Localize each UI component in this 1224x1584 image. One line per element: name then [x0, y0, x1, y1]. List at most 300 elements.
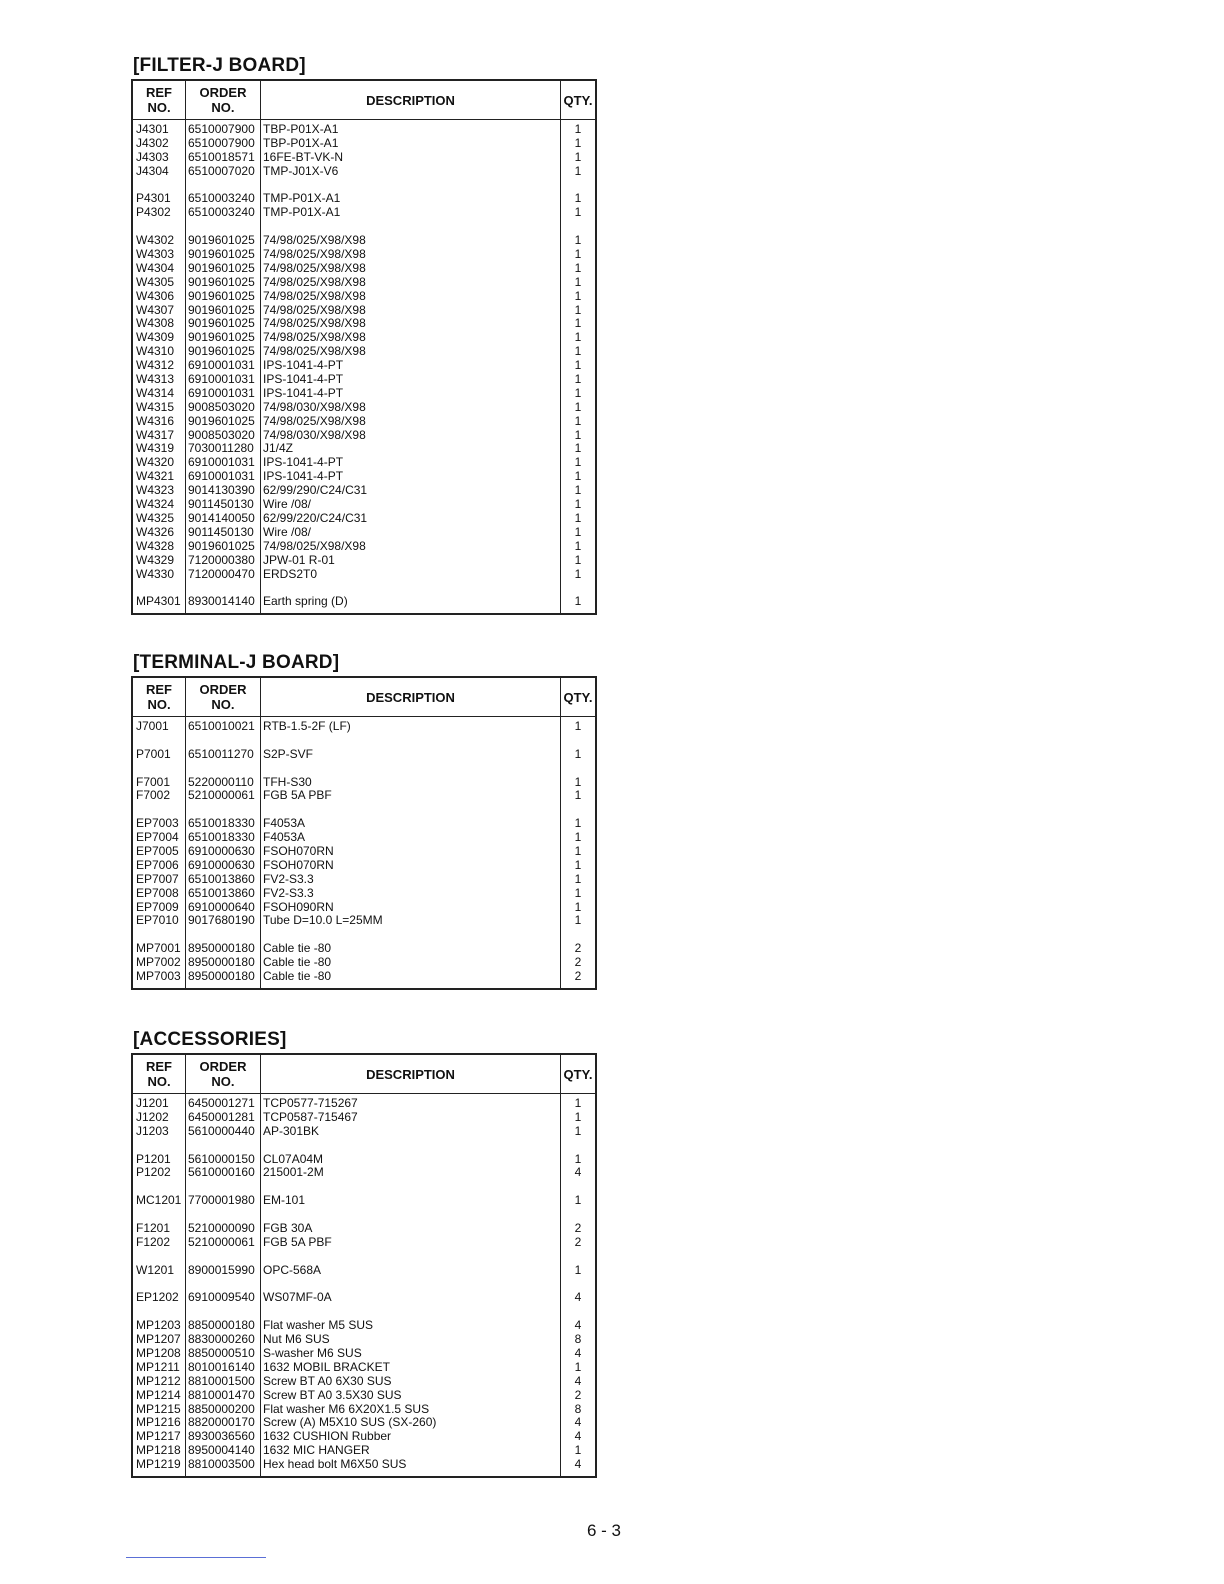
qty-cell: 1: [574, 1360, 582, 1374]
qty-cell: 1: [574, 845, 582, 859]
group-spacer: [136, 1180, 185, 1194]
ref-cell: W4328: [136, 539, 175, 553]
order-cell: 9019601025: [188, 345, 255, 359]
header-order-no: [186, 678, 261, 716]
ref-cell: EP1202: [136, 1291, 179, 1305]
ref-cell: MC1201: [136, 1194, 182, 1208]
description-cell: Flat washer M5 SUS: [263, 1319, 374, 1333]
ref-cell: F7002: [136, 789, 171, 803]
description-cell: TMP-J01X-V6: [263, 164, 339, 178]
column-qty: [561, 1094, 595, 1476]
ref-cell: W4304: [136, 261, 175, 275]
column-ref: [133, 120, 186, 613]
ref-cell: W4330: [136, 567, 175, 581]
qty-cell: 1: [574, 303, 582, 317]
order-cell: 5610000150: [188, 1152, 255, 1166]
ref-cell: MP1219: [136, 1458, 181, 1472]
group-spacer: [188, 1250, 260, 1264]
parts-table: [131, 79, 597, 615]
qty-cell: 1: [574, 817, 582, 831]
qty-cell: 8: [574, 1333, 582, 1347]
column-desc: [261, 120, 561, 613]
group-spacer: [263, 179, 560, 193]
order-cell: 5210000090: [188, 1222, 255, 1236]
qty-cell: 1: [574, 872, 582, 886]
group-spacer: [561, 803, 595, 817]
ref-cell: J4301: [136, 123, 169, 136]
header-order-no: [186, 81, 261, 119]
qty-cell: 4: [574, 1458, 582, 1472]
header-ref-no: [133, 678, 186, 716]
group-spacer: [188, 734, 260, 748]
header-description: [261, 678, 561, 716]
order-cell: 8950000180: [188, 942, 255, 956]
group-spacer: [263, 1139, 560, 1153]
group-spacer: [263, 220, 560, 234]
header-order-no-label: ORDER NO.: [199, 1059, 247, 1089]
order-cell: 8850000180: [188, 1319, 255, 1333]
order-cell: 9019601025: [188, 331, 255, 345]
order-cell: 8950004140: [188, 1444, 255, 1458]
qty-cell: 1: [574, 831, 582, 845]
ref-cell: W4319: [136, 442, 175, 456]
group-spacer: [136, 803, 185, 817]
order-cell: 6510007900: [188, 136, 255, 150]
description-cell: 74/98/025/X98/X98: [263, 414, 366, 428]
order-cell: 8820000170: [188, 1416, 255, 1430]
parts-table: [131, 1053, 597, 1478]
order-cell: 8950000180: [188, 970, 255, 984]
qty-cell: 8: [574, 1402, 582, 1416]
header-qty-label: QTY.: [563, 92, 593, 108]
order-cell: 7700001980: [188, 1194, 255, 1208]
group-spacer: [561, 1278, 595, 1292]
order-cell: 6910001031: [188, 359, 255, 373]
description-cell: 74/98/025/X98/X98: [263, 261, 366, 275]
description-cell: 74/98/025/X98/X98: [263, 539, 366, 553]
qty-cell: 1: [574, 150, 582, 164]
header-qty-label: QTY.: [563, 1066, 593, 1082]
qty-cell: 1: [574, 206, 582, 220]
ref-cell: EP7004: [136, 831, 179, 845]
order-cell: 9019601025: [188, 303, 255, 317]
order-cell: 8930014140: [188, 595, 255, 609]
order-cell: 9008503020: [188, 400, 255, 414]
order-cell: 6910001031: [188, 386, 255, 400]
qty-cell: 1: [574, 1444, 582, 1458]
section-title: [TERMINAL-J BOARD]: [133, 652, 340, 673]
qty-cell: 1: [574, 442, 582, 456]
group-spacer: [561, 762, 595, 776]
qty-cell: 1: [574, 886, 582, 900]
description-cell: TFH-S30: [263, 775, 312, 789]
ref-cell: J4304: [136, 164, 169, 178]
group-spacer: [561, 734, 595, 748]
description-cell: FSOH090RN: [263, 900, 334, 914]
column-qty: [561, 120, 595, 613]
group-spacer: [561, 1305, 595, 1319]
qty-cell: 1: [574, 136, 582, 150]
description-cell: FSOH070RN: [263, 845, 334, 859]
order-cell: 5210000061: [188, 789, 255, 803]
group-spacer: [188, 220, 260, 234]
qty-cell: 1: [574, 511, 582, 525]
order-cell: 9019601025: [188, 248, 255, 262]
description-cell: 62/99/220/C24/C31: [263, 511, 368, 525]
column-ord: [186, 120, 261, 613]
qty-cell: 4: [574, 1347, 582, 1361]
qty-cell: 2: [574, 956, 582, 970]
description-cell: S-washer M6 SUS: [263, 1347, 362, 1361]
description-cell: TBP-P01X-A1: [263, 136, 339, 150]
order-cell: 7120000380: [188, 553, 255, 567]
group-spacer: [136, 220, 185, 234]
header-qty: [561, 678, 595, 716]
description-cell: Hex head bolt M6X50 SUS: [263, 1458, 407, 1472]
order-cell: 9014130390: [188, 484, 255, 498]
order-cell: 7030011280: [188, 442, 254, 456]
qty-cell: 2: [574, 1222, 582, 1236]
group-spacer: [561, 1250, 595, 1264]
order-cell: 8810001500: [188, 1374, 255, 1388]
description-cell: 1632 MIC HANGER: [263, 1444, 370, 1458]
ref-cell: W4303: [136, 248, 175, 262]
order-cell: 6450001271: [188, 1097, 255, 1110]
qty-cell: 1: [574, 914, 582, 928]
ref-cell: MP1216: [136, 1416, 181, 1430]
group-spacer: [136, 1278, 185, 1292]
order-cell: 8850000510: [188, 1347, 255, 1361]
order-cell: 6910000630: [188, 845, 255, 859]
description-cell: 74/98/025/X98/X98: [263, 248, 366, 262]
order-cell: 8830000260: [188, 1333, 255, 1347]
qty-cell: 1: [574, 386, 582, 400]
order-cell: 9008503020: [188, 428, 255, 442]
group-spacer: [263, 928, 560, 942]
description-cell: IPS-1041-4-PT: [263, 359, 344, 373]
qty-cell: 1: [574, 345, 582, 359]
description-cell: IPS-1041-4-PT: [263, 386, 344, 400]
ref-cell: F7001: [136, 775, 171, 789]
group-spacer: [188, 803, 260, 817]
ref-cell: EP7003: [136, 817, 179, 831]
description-cell: TBP-P01X-A1: [263, 123, 339, 136]
qty-cell: 1: [574, 498, 582, 512]
qty-cell: 1: [574, 789, 582, 803]
header-description-label: DESCRIPTION: [366, 92, 455, 108]
ref-cell: EP7005: [136, 845, 179, 859]
qty-cell: 1: [574, 747, 582, 761]
table-header: [133, 1055, 595, 1094]
description-cell: Cable tie -80: [263, 942, 332, 956]
description-cell: Screw BT A0 3.5X30 SUS: [263, 1388, 402, 1402]
description-cell: 1632 MOBIL BRACKET: [263, 1360, 390, 1374]
qty-cell: 2: [574, 1388, 582, 1402]
order-cell: 8850000200: [188, 1402, 255, 1416]
description-cell: 74/98/030/X98/X98: [263, 400, 366, 414]
ref-cell: W4317: [136, 428, 175, 442]
description-cell: Earth spring (D): [263, 595, 348, 609]
qty-cell: 1: [574, 1152, 582, 1166]
header-description-label: DESCRIPTION: [366, 1066, 455, 1082]
group-spacer: [136, 762, 185, 776]
qty-cell: 4: [574, 1374, 582, 1388]
description-cell: 16FE-BT-VK-N: [263, 150, 344, 164]
group-spacer: [188, 762, 260, 776]
description-cell: 74/98/025/X98/X98: [263, 317, 366, 331]
description-cell: IPS-1041-4-PT: [263, 470, 344, 484]
order-cell: 8950000180: [188, 956, 255, 970]
qty-cell: 1: [574, 192, 582, 206]
qty-cell: 2: [574, 1235, 582, 1249]
ref-cell: P4302: [136, 206, 171, 220]
description-cell: Cable tie -80: [263, 970, 332, 984]
order-cell: 6510013860: [188, 872, 255, 886]
group-spacer: [263, 734, 560, 748]
description-cell: Screw BT A0 6X30 SUS: [263, 1374, 392, 1388]
group-spacer: [263, 1180, 560, 1194]
header-ref-no-label: REF NO.: [146, 85, 172, 115]
qty-cell: 1: [574, 567, 582, 581]
qty-cell: 1: [574, 525, 582, 539]
group-spacer: [561, 179, 595, 193]
ref-cell: W4312: [136, 359, 175, 373]
order-cell: 9019601025: [188, 289, 255, 303]
order-cell: 6910009540: [188, 1291, 255, 1305]
header-ref-no-label: REF NO.: [146, 682, 172, 712]
table-header: [133, 678, 595, 717]
group-spacer: [263, 1305, 560, 1319]
qty-cell: 1: [574, 595, 582, 609]
description-cell: OPC-568A: [263, 1263, 322, 1277]
group-spacer: [188, 1208, 260, 1222]
group-spacer: [136, 1305, 185, 1319]
description-cell: TMP-P01X-A1: [263, 192, 341, 206]
order-cell: 9011450130: [188, 498, 254, 512]
table-header: [133, 81, 595, 120]
qty-cell: 4: [574, 1319, 582, 1333]
description-cell: WS07MF-0A: [263, 1291, 332, 1305]
ref-cell: W4310: [136, 345, 175, 359]
order-cell: 6510013860: [188, 886, 255, 900]
description-cell: 1632 CUSHION Rubber: [263, 1430, 392, 1444]
ref-cell: MP7003: [136, 970, 181, 984]
order-cell: 6910001031: [188, 373, 255, 387]
group-spacer: [136, 928, 185, 942]
qty-cell: 1: [574, 275, 582, 289]
section-terminal-j-board: [131, 652, 597, 990]
qty-cell: 1: [574, 900, 582, 914]
column-desc: [261, 717, 561, 988]
order-cell: 6510018330: [188, 817, 255, 831]
qty-cell: 1: [574, 248, 582, 262]
header-order-no-label: ORDER NO.: [199, 85, 247, 115]
ref-cell: EP7006: [136, 858, 179, 872]
qty-cell: 1: [574, 234, 582, 248]
group-spacer: [561, 928, 595, 942]
description-cell: EM-101: [263, 1194, 306, 1208]
qty-cell: 1: [574, 164, 582, 178]
ref-cell: MP7001: [136, 942, 181, 956]
qty-cell: 1: [574, 428, 582, 442]
ref-cell: W4325: [136, 511, 175, 525]
description-cell: 74/98/025/X98/X98: [263, 303, 366, 317]
description-cell: 215001-2M: [263, 1166, 324, 1180]
description-cell: Cable tie -80: [263, 956, 332, 970]
qty-cell: 1: [574, 1097, 582, 1110]
description-cell: Screw (A) M5X10 SUS (SX-260): [263, 1416, 437, 1430]
ref-cell: EP7009: [136, 900, 179, 914]
order-cell: 6450001281: [188, 1110, 255, 1124]
section-title: [FILTER-J BOARD]: [133, 55, 306, 76]
description-cell: F4053A: [263, 831, 306, 845]
qty-cell: 2: [574, 970, 582, 984]
qty-cell: 1: [574, 456, 582, 470]
column-ord: [186, 717, 261, 988]
section-accessories: [131, 1029, 597, 1478]
ref-cell: MP1212: [136, 1374, 181, 1388]
order-cell: 6510007900: [188, 123, 255, 136]
header-ref-no: [133, 1055, 186, 1093]
header-qty: [561, 1055, 595, 1093]
description-cell: 62/99/290/C24/C31: [263, 484, 368, 498]
ref-cell: MP1207: [136, 1333, 181, 1347]
description-cell: 74/98/025/X98/X98: [263, 275, 366, 289]
qty-cell: 1: [574, 359, 582, 373]
ref-cell: W4308: [136, 317, 175, 331]
description-cell: TMP-P01X-A1: [263, 206, 341, 220]
column-ref: [133, 1094, 186, 1476]
ref-cell: P1202: [136, 1166, 171, 1180]
description-cell: TCP0577-715267: [263, 1097, 358, 1110]
qty-cell: 4: [574, 1166, 582, 1180]
description-cell: Nut M6 SUS: [263, 1333, 330, 1347]
group-spacer: [136, 1208, 185, 1222]
ref-cell: W4321: [136, 470, 175, 484]
ref-cell: W4329: [136, 553, 175, 567]
ref-cell: MP1218: [136, 1444, 181, 1458]
qty-cell: 1: [574, 373, 582, 387]
ref-cell: W4316: [136, 414, 175, 428]
footer-rule: [126, 1557, 266, 1558]
qty-cell: 1: [574, 775, 582, 789]
description-cell: 74/98/025/X98/X98: [263, 331, 366, 345]
group-spacer: [263, 581, 560, 595]
order-cell: 7120000470: [188, 567, 255, 581]
order-cell: 6510018571: [188, 150, 255, 164]
description-cell: FV2-S3.3: [263, 872, 314, 886]
description-cell: IPS-1041-4-PT: [263, 456, 344, 470]
ref-cell: P1201: [136, 1152, 171, 1166]
ref-cell: J4303: [136, 150, 169, 164]
ref-cell: W4315: [136, 400, 175, 414]
ref-cell: MP1211: [136, 1360, 180, 1374]
group-spacer: [263, 1250, 560, 1264]
order-cell: 8010016140: [188, 1360, 255, 1374]
section-filter-j-board: [131, 55, 597, 615]
header-qty: [561, 81, 595, 119]
qty-cell: 1: [574, 1124, 582, 1138]
qty-cell: 1: [574, 539, 582, 553]
description-cell: Tube D=10.0 L=25MM: [263, 914, 383, 928]
description-cell: RTB-1.5-2F (LF): [263, 720, 351, 733]
qty-cell: 1: [574, 858, 582, 872]
ref-cell: MP1217: [136, 1430, 181, 1444]
description-cell: TCP0587-715467: [263, 1110, 358, 1124]
qty-cell: 1: [574, 1194, 582, 1208]
qty-cell: 1: [574, 331, 582, 345]
order-cell: 6510007020: [188, 164, 255, 178]
order-cell: 5220000110: [188, 775, 254, 789]
ref-cell: W4313: [136, 373, 175, 387]
order-cell: 6910001031: [188, 470, 255, 484]
qty-cell: 4: [574, 1430, 582, 1444]
page-number: 6 - 3: [587, 1521, 622, 1540]
group-spacer: [561, 581, 595, 595]
order-cell: 6510003240: [188, 206, 255, 220]
order-cell: 6910000630: [188, 858, 255, 872]
description-cell: S2P-SVF: [263, 747, 314, 761]
order-cell: 8930036560: [188, 1430, 255, 1444]
description-cell: FGB 5A PBF: [263, 1235, 332, 1249]
order-cell: 9014140050: [188, 511, 255, 525]
column-qty: [561, 717, 595, 988]
header-ref-no-label: REF NO.: [146, 1059, 172, 1089]
column-ord: [186, 1094, 261, 1476]
table-body: [133, 1094, 595, 1476]
qty-cell: 1: [574, 414, 582, 428]
ref-cell: W4320: [136, 456, 175, 470]
order-cell: 5610000440: [188, 1124, 255, 1138]
group-spacer: [188, 179, 260, 193]
group-spacer: [188, 1180, 260, 1194]
order-cell: 8810003500: [188, 1458, 255, 1472]
group-spacer: [263, 762, 560, 776]
qty-cell: 1: [574, 317, 582, 331]
ref-cell: W4302: [136, 234, 175, 248]
header-order-no: [186, 1055, 261, 1093]
description-cell: ERDS2T0: [263, 567, 318, 581]
order-cell: 6910000640: [188, 900, 255, 914]
ref-cell: W4307: [136, 303, 175, 317]
group-spacer: [188, 928, 260, 942]
ref-cell: MP1203: [136, 1319, 181, 1333]
description-cell: J1/4Z: [263, 442, 294, 456]
ref-cell: MP1208: [136, 1347, 181, 1361]
qty-cell: 4: [574, 1291, 582, 1305]
ref-cell: J1202: [136, 1110, 169, 1124]
description-cell: 74/98/025/X98/X98: [263, 345, 366, 359]
ref-cell: EP7007: [136, 872, 179, 886]
qty-cell: 1: [574, 400, 582, 414]
qty-cell: 1: [574, 1263, 582, 1277]
group-spacer: [136, 734, 185, 748]
section-title: [ACCESSORIES]: [133, 1029, 287, 1050]
description-cell: AP-301BK: [263, 1124, 320, 1138]
order-cell: 9019601025: [188, 539, 255, 553]
group-spacer: [188, 1139, 260, 1153]
ref-cell: W4326: [136, 525, 175, 539]
group-spacer: [188, 581, 260, 595]
order-cell: 8810001470: [188, 1388, 255, 1402]
ref-cell: J7001: [136, 720, 169, 733]
ref-cell: J4302: [136, 136, 169, 150]
ref-cell: J1203: [136, 1124, 169, 1138]
header-description: [261, 1055, 561, 1093]
header-description-label: DESCRIPTION: [366, 689, 455, 705]
description-cell: JPW-01 R-01: [263, 553, 335, 567]
ref-cell: EP7008: [136, 886, 179, 900]
